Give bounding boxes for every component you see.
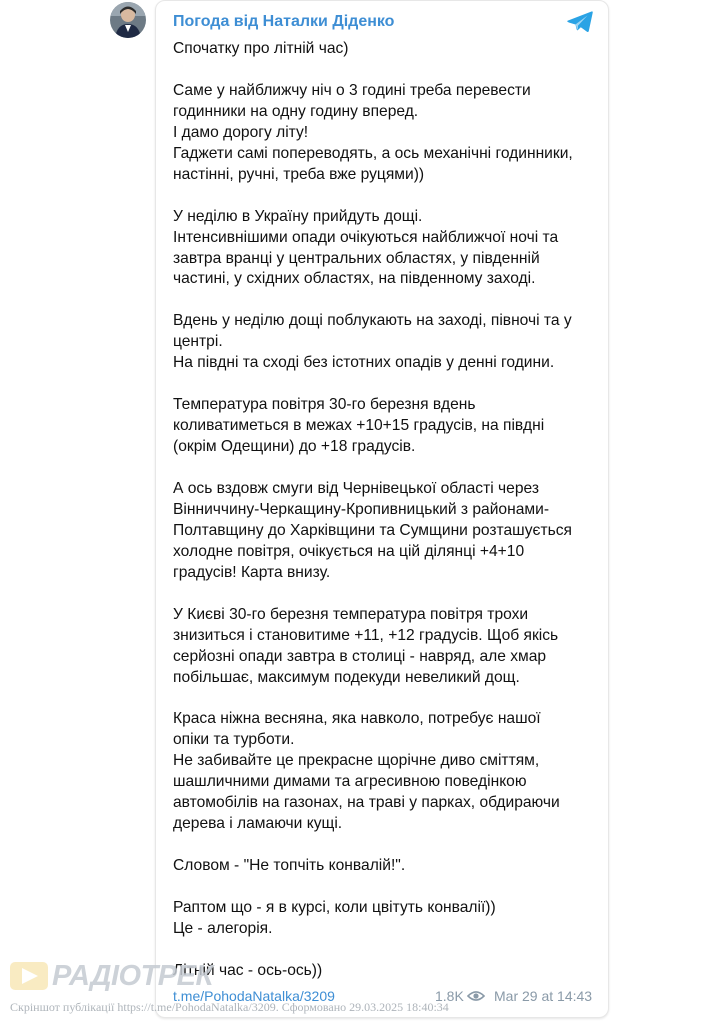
post-line: частині, у східних областях, на південному заході. bbox=[173, 270, 536, 288]
post-line: настінні, ручні, треба вже руцями)) bbox=[173, 165, 425, 183]
post-line: Словом - "Не топчіть конвалій!". bbox=[173, 857, 406, 875]
paragraph-gap bbox=[173, 186, 598, 207]
eye-icon bbox=[467, 989, 485, 1003]
post-line: Інтенсивнішими опади очікуються найближчої ночі та bbox=[173, 228, 559, 246]
post-line: шашличними димами та агресивною поведінкою bbox=[173, 773, 527, 791]
post-line: Саме у найближчу ніч о 3 годині треба перевести bbox=[173, 81, 531, 99]
paragraph-gap bbox=[173, 940, 598, 961]
post-line: (окрім Одещини) до +18 градусів. bbox=[173, 438, 416, 456]
post-line: годинники на одну годину вперед. bbox=[173, 102, 419, 120]
post-line: У неділю в Україну прийдуть дощі. bbox=[173, 207, 423, 225]
post-date: Mar 29 at 14:43 bbox=[494, 988, 593, 1004]
post-line: Вдень у неділю дощі поблукають на заході, півночі та у bbox=[173, 312, 572, 330]
paragraph-gap bbox=[173, 584, 598, 605]
post-line: Гаджети самі попереводять, а ось механічні годинники, bbox=[173, 144, 573, 162]
watermark-caption: Скріншот публікації https://t.me/PohodaNatalka/3209. Сформовано 29.03.2025 18:40:34 bbox=[10, 1000, 449, 1014]
post-paragraph bbox=[173, 39, 598, 60]
post-paragraph bbox=[173, 311, 598, 374]
post-line: коливатиметься в межах +10+15 градусів, на півдні bbox=[173, 417, 545, 435]
paragraph-gap bbox=[173, 835, 598, 856]
paragraph-gap bbox=[173, 60, 598, 81]
post-line: У Києві 30-го березня температура повітря трохи bbox=[173, 605, 529, 623]
view-count: 1.8K bbox=[435, 988, 464, 1004]
post-line: дерева і ламаючи кущі. bbox=[173, 815, 343, 833]
post-paragraph bbox=[173, 81, 598, 186]
post-line: Раптом що - я в курсі, коли цвітуть конвалії)) bbox=[173, 898, 496, 916]
post-text bbox=[173, 39, 598, 982]
post-paragraph bbox=[173, 479, 598, 584]
post-line: На півдні та сході без істотних опадів у денні години. bbox=[173, 354, 555, 372]
post-paragraph bbox=[173, 207, 598, 291]
watermark-brand: РАДІОТРЕК bbox=[52, 960, 213, 992]
post-line: Літній час - ось-ось)) bbox=[173, 961, 323, 979]
post-line: знизиться і становитиме +11, +12 градусів. Щоб якісь bbox=[173, 626, 559, 644]
post-line: серйозні опади завтра в столиці - навряд, але хмар bbox=[173, 647, 547, 665]
post-line: А ось вздовж смуги від Чернівецької області через bbox=[173, 479, 539, 497]
post-line: холодне повітря, очікується на цій ділянці +4+10 bbox=[173, 542, 525, 560]
paragraph-gap bbox=[173, 688, 598, 709]
post-line: Краса ніжна весняна, яка навколо, потребує нашої bbox=[173, 710, 541, 728]
paragraph-gap bbox=[173, 290, 598, 311]
post-paragraph bbox=[173, 961, 598, 982]
post-line: Температура повітря 30-го березня вдень bbox=[173, 396, 476, 414]
post-line: градусів! Карта внизу. bbox=[173, 563, 331, 581]
post-line: Полтавщину до Харківщини та Сумщини розташується bbox=[173, 521, 572, 539]
post-line: Спочатку про літній час) bbox=[173, 40, 349, 57]
post-line: опіки та турботи. bbox=[173, 731, 295, 749]
paragraph-gap bbox=[173, 458, 598, 479]
post-line: І дамо дорогу літу! bbox=[173, 123, 309, 141]
post-paragraph bbox=[173, 395, 598, 458]
author-avatar[interactable] bbox=[110, 2, 146, 38]
post-link[interactable]: t.me/PohodaNatalka/3209 bbox=[173, 988, 335, 1004]
post-line: завтра вранці у центральних областях, у південній bbox=[173, 249, 540, 267]
paragraph-gap bbox=[173, 877, 598, 898]
post-paragraph bbox=[173, 709, 598, 835]
post-paragraph bbox=[173, 605, 598, 689]
telegram-icon[interactable] bbox=[566, 10, 594, 34]
post-line: побільшає, максимум подекуди невеликий дощ. bbox=[173, 668, 520, 686]
channel-name[interactable]: Погода від Наталки Діденко bbox=[173, 13, 395, 30]
post-line: Не забивайте це прекрасне щорічне диво сміттям, bbox=[173, 752, 540, 770]
post-line: Це - алегорія. bbox=[173, 919, 273, 937]
post-paragraph bbox=[173, 898, 598, 940]
post-line: автомобілів на газонах, на траві у парках, обдираючи bbox=[173, 794, 560, 812]
post-paragraph bbox=[173, 856, 598, 877]
post-line: центрі. bbox=[173, 333, 223, 351]
watermark-logo-icon bbox=[8, 958, 50, 994]
paragraph-gap bbox=[173, 374, 598, 395]
post-line: Вінниччину-Черкащину-Кропивницький з районами- bbox=[173, 500, 550, 518]
